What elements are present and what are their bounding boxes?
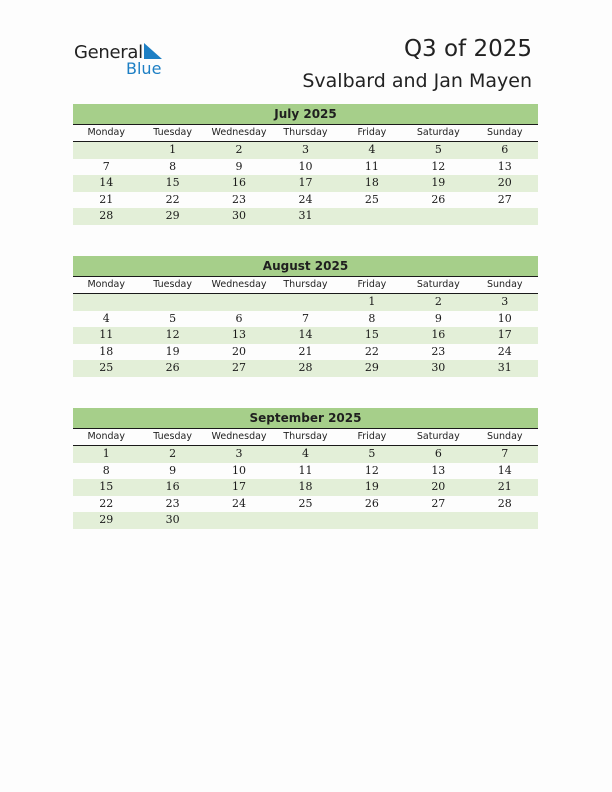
day-cell: 20	[497, 176, 512, 189]
day-cell: 12	[431, 159, 446, 173]
week-row	[73, 512, 538, 529]
weekday-header-row	[73, 277, 538, 294]
day-cell: 6	[434, 447, 442, 460]
day-cell: 18	[298, 480, 313, 493]
day-cell: 1	[169, 143, 177, 156]
day-cell: 7	[501, 447, 509, 460]
month-calendar-september	[73, 408, 538, 529]
week-row	[73, 463, 538, 480]
day-cell: 5	[434, 143, 442, 156]
weekday-header-row	[73, 429, 538, 446]
day-cell: 28	[99, 209, 114, 222]
day-cell: 26	[165, 361, 180, 374]
day-cell: 11	[298, 463, 313, 477]
day-cell: 18	[99, 344, 114, 358]
day-cell: 19	[165, 344, 180, 358]
day-cell	[339, 208, 405, 225]
day-cell	[139, 294, 205, 311]
week-row	[73, 142, 538, 159]
day-cell: 15	[99, 480, 114, 493]
month-calendar-july	[73, 104, 538, 225]
weekday-label: Friday	[357, 127, 387, 138]
day-cell: 2	[169, 447, 177, 460]
weekday-label: Friday	[357, 431, 387, 442]
day-cell: 25	[298, 496, 313, 510]
day-cell: 22	[165, 192, 180, 206]
day-cell	[339, 512, 405, 529]
weekday-label: Tuesday	[153, 127, 192, 138]
weekday-label: Friday	[357, 279, 387, 290]
weekday-label: Monday	[87, 127, 125, 138]
day-cell: 14	[298, 328, 313, 341]
day-cell	[405, 208, 471, 225]
day-cell	[206, 294, 272, 311]
day-cell: 18	[364, 176, 379, 189]
week-row	[73, 360, 538, 377]
day-cell: 14	[99, 176, 114, 189]
day-cell: 9	[434, 311, 442, 325]
day-cell	[272, 512, 338, 529]
day-cell: 10	[232, 463, 247, 477]
page-subtitle: Svalbard and Jan Mayen	[302, 70, 532, 92]
week-row	[73, 192, 538, 209]
day-cell: 4	[368, 143, 376, 156]
month-title: July 2025	[73, 104, 538, 125]
day-cell: 31	[497, 361, 512, 374]
day-cell: 11	[364, 159, 379, 173]
day-cell: 4	[102, 311, 110, 325]
week-row	[73, 294, 538, 311]
day-cell: 27	[497, 192, 512, 206]
day-cell: 20	[431, 480, 446, 493]
weekday-label: Saturday	[416, 431, 460, 442]
week-row	[73, 208, 538, 225]
day-cell: 29	[364, 361, 379, 374]
day-cell: 9	[169, 463, 177, 477]
day-cell: 22	[99, 496, 114, 510]
weekday-label: Tuesday	[153, 279, 192, 290]
day-cell: 29	[99, 513, 114, 526]
day-cell: 30	[232, 209, 247, 222]
week-row	[73, 175, 538, 192]
day-cell: 6	[235, 311, 243, 325]
day-cell: 21	[497, 480, 512, 493]
day-cell: 16	[431, 328, 446, 341]
weekday-label: Thursday	[283, 279, 328, 290]
day-cell	[272, 294, 338, 311]
weekday-label: Saturday	[416, 127, 460, 138]
weekday-label: Monday	[87, 431, 125, 442]
week-row	[73, 311, 538, 328]
weekday-label: Sunday	[486, 279, 523, 290]
day-cell: 28	[497, 496, 512, 510]
weekday-header-row	[73, 125, 538, 142]
day-cell	[405, 512, 471, 529]
day-cell: 20	[232, 344, 247, 358]
weekday-label: Tuesday	[153, 431, 192, 442]
day-cell: 13	[232, 328, 247, 341]
day-cell: 8	[368, 311, 376, 325]
day-cell: 3	[301, 143, 309, 156]
weekday-label: Monday	[87, 279, 125, 290]
day-cell: 22	[364, 344, 379, 358]
day-cell: 24	[232, 496, 247, 510]
weekday-label: Thursday	[283, 127, 328, 138]
day-cell: 25	[364, 192, 379, 206]
day-cell: 17	[497, 328, 512, 341]
day-cell: 7	[301, 311, 309, 325]
day-cell: 10	[497, 311, 512, 325]
month-calendar-august	[73, 256, 538, 377]
day-cell: 14	[497, 463, 512, 477]
week-row	[73, 327, 538, 344]
day-cell: 24	[497, 344, 512, 358]
week-row	[73, 446, 538, 463]
weekday-label: Wednesday	[211, 279, 267, 290]
day-cell: 13	[431, 463, 446, 477]
day-cell: 30	[165, 513, 180, 526]
day-cell: 1	[102, 447, 110, 460]
day-cell	[206, 512, 272, 529]
day-cell: 2	[434, 295, 442, 308]
weekday-label: Sunday	[486, 127, 523, 138]
day-cell: 11	[99, 328, 114, 341]
day-cell: 12	[165, 328, 180, 341]
day-cell: 13	[497, 159, 512, 173]
day-cell: 27	[232, 361, 247, 374]
day-cell: 28	[298, 361, 313, 374]
day-cell: 26	[431, 192, 446, 206]
day-cell: 17	[298, 176, 313, 189]
day-cell: 8	[102, 463, 110, 477]
day-cell: 1	[368, 295, 376, 308]
weekday-label: Sunday	[486, 431, 523, 442]
day-cell: 31	[298, 209, 313, 222]
logo-text-general: General	[74, 42, 143, 63]
day-cell: 19	[431, 176, 446, 189]
day-cell: 5	[169, 311, 177, 325]
day-cell: 10	[298, 159, 313, 173]
weekday-label: Saturday	[416, 279, 460, 290]
day-cell	[472, 512, 538, 529]
day-cell	[73, 294, 139, 311]
month-title: August 2025	[73, 256, 538, 277]
month-title: September 2025	[73, 408, 538, 429]
logo-triangle-icon	[142, 43, 162, 59]
day-cell: 16	[232, 176, 247, 189]
page-title: Q3 of 2025	[403, 36, 532, 62]
day-cell: 8	[169, 159, 177, 173]
day-cell: 7	[102, 159, 110, 173]
day-cell: 5	[368, 447, 376, 460]
weekday-label: Thursday	[283, 431, 328, 442]
day-cell: 15	[165, 176, 180, 189]
day-cell: 9	[235, 159, 243, 173]
weekday-label: Wednesday	[211, 127, 267, 138]
day-cell: 21	[99, 192, 114, 206]
week-row	[73, 496, 538, 513]
day-cell: 30	[431, 361, 446, 374]
day-cell: 3	[501, 295, 509, 308]
day-cell: 23	[165, 496, 180, 510]
day-cell: 15	[364, 328, 379, 341]
day-cell: 23	[431, 344, 446, 358]
day-cell: 6	[501, 143, 509, 156]
day-cell: 23	[232, 192, 247, 206]
day-cell: 26	[364, 496, 379, 510]
day-cell	[73, 142, 139, 159]
day-cell: 24	[298, 192, 313, 206]
day-cell: 25	[99, 361, 114, 374]
day-cell: 2	[235, 143, 243, 156]
day-cell: 29	[165, 209, 180, 222]
week-row	[73, 479, 538, 496]
day-cell: 12	[364, 463, 379, 477]
day-cell: 19	[364, 480, 379, 493]
day-cell: 27	[431, 496, 446, 510]
logo	[74, 42, 174, 82]
day-cell: 16	[165, 480, 180, 493]
day-cell: 4	[301, 447, 309, 460]
day-cell: 3	[235, 447, 243, 460]
day-cell: 21	[298, 344, 313, 358]
logo-text-blue: Blue	[126, 59, 162, 78]
day-cell: 17	[232, 480, 247, 493]
week-row	[73, 344, 538, 361]
week-row	[73, 159, 538, 176]
day-cell	[472, 208, 538, 225]
weekday-label: Wednesday	[211, 431, 267, 442]
